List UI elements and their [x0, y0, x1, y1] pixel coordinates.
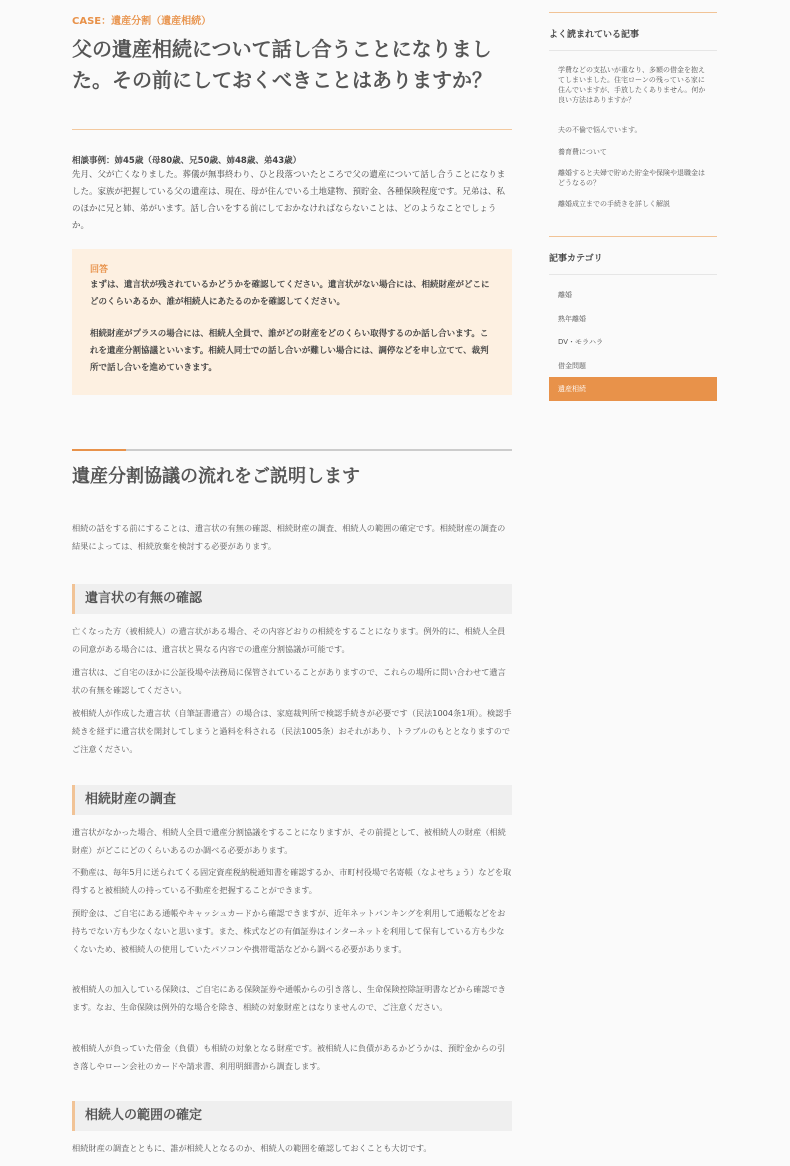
paragraph: 被相続人が負っていた借金（負債）も相続の対象となる財産です。被相続人に負債があるかどうかは、預貯金からの引き落しやローン会社のカードや請求書、利用明細書から調査します。 — [72, 1043, 506, 1071]
category-title: 記事カテゴリ — [549, 254, 603, 264]
answer-paragraph: まずは、遺言状が残されているかどうかを確認してください。遺言状がない場合には、相続財産がどこにどのくらいあるか、誰が相続人にあたるのかを確認してください。 — [90, 280, 490, 307]
case-category-label[interactable]: CASE：遺産分割（遺産相続） — [72, 16, 212, 27]
paragraph: 遺言状は、ご自宅のほかに公証役場や法務局に保管されていることがありますので、これらの場所に問い合わせて遺言状の有無を確認してください。 — [72, 667, 506, 695]
sidebar-divider — [549, 236, 717, 237]
question-label: 相談事例：姉45歳（母80歳、兄50歳、姉48歳、弟43歳） — [72, 156, 302, 166]
category-link-debt[interactable]: 借金問題 — [558, 362, 586, 370]
popular-article-link[interactable]: 養育費について — [558, 148, 607, 156]
subheading-will: 遺言状の有無の確認 — [72, 584, 512, 614]
title-divider — [72, 129, 512, 130]
paragraph: 遺言状がなかった場合、相続人全員で遺産分割協議をすることになりますが、その前提として、被相続人の財産（相続財産）がどこにどのくらいあるのか調べる必要があります。 — [72, 827, 506, 855]
category-link-dv[interactable]: DV・モラハラ — [558, 338, 604, 346]
popular-article-link[interactable]: 離婚すると夫婦で貯めた貯金や保険や退職金はどうなるの？ — [558, 169, 705, 187]
category-link-inheritance[interactable]: 遺産相続 — [549, 377, 717, 401]
category-link-divorce[interactable]: 離婚 — [558, 291, 572, 299]
popular-article-link[interactable]: 学費などの支払いが重なり、多額の借金を抱えてしまいました。住宅ローンの残っている家に住んでいますが、手放したくありません。何か良い方法はありますか？ — [558, 66, 706, 104]
paragraph: 被相続人が作成した遺言状（自筆証書遺言）の場合は、家庭裁判所で検認手続きが必要です（民法1004条1項）。検認手続きを経ずに遺言状を開封してしまうと過料を科される（民法1005条）おそれがあり、トラブルのもととなりますのでご注意ください。 — [72, 708, 512, 754]
answer-label: 回答 — [90, 265, 109, 275]
section-divider — [72, 449, 512, 451]
subheading-heirs: 相続人の範囲の確定 — [72, 1101, 512, 1131]
paragraph: 被相続人の加入している保険は、ご自宅にある保険証券や通帳からの引き落し、生命保険控除証明書などから確認できます。なお、生命保険は例外的な場合を除き、相続の対象財産とはなりませんので、ご注意ください。 — [72, 984, 506, 1012]
question-text: 先月、父が亡くなりました。葬儀が無事終わり、ひと段落ついたところで父の遺産について話し合うことになりました。家族が把握している父の遺産は、現在、母が住んでいる土地建物、預貯金、各種保険程度です。兄弟は、私のほかに兄と姉、弟がいます。話し合いをする前にしておかなければならないことは、どのようなことでしょうか。 — [72, 170, 506, 231]
paragraph: 預貯金は、ご自宅にある通帳やキャッシュカードから確認できますが、近年ネットバンキングを利用して通帳などをお持ちでない方も少なくないと思います。また、株式などの有価証券はインターネットを利用して保有している方も少なくないため、被相続人の使用していたパソコンや携帯電話などから調べる必要があります。 — [72, 908, 506, 954]
paragraph: 亡くなった方（被相続人）の遺言状がある場合、その内容どおりの相続をすることになります。例外的に、相続人全員の同意がある場合には、遺言状と異なる内容での遺産分割協議が可能です。 — [72, 626, 506, 654]
paragraph: 不動産は、毎年5月に送られてくる固定資産税納税通知書を確認するか、市町村役場で名寄帳（なよせちょう）などを取得すると被相続人の持っている不動産を把握することができます。 — [72, 867, 512, 895]
popular-article-link[interactable]: 夫の不倫で悩んでいます。 — [558, 126, 642, 134]
answer-box — [72, 249, 512, 395]
page-title: 父の遺産相続について話し合うことになりました。その前にしておくべきことはありますか？ — [72, 37, 492, 92]
category-link-late-divorce[interactable]: 熟年離婚 — [558, 315, 586, 323]
paragraph: 相続財産の調査とともに、誰が相続人となるのか、相続人の範囲を確認しておくことも大切です。 — [72, 1143, 432, 1153]
sidebar-divider — [549, 12, 717, 13]
section-title: 遺産分割協議の流れをご説明します — [72, 466, 360, 487]
intro-paragraph: 相続の話をする前にすることは、遺言状の有無の確認、相続財産の調査、相続人の範囲の確定です。相続財産の調査の結果によっては、相続放棄を検討する必要があります。 — [72, 523, 506, 551]
subheading-assets: 相続財産の調査 — [72, 785, 512, 815]
section-divider-accent — [72, 449, 126, 451]
popular-article-link[interactable]: 離婚成立までの手続きを詳しく解説 — [558, 200, 670, 208]
popular-articles-title: よく読まれている記事 — [549, 30, 640, 40]
sidebar-divider — [549, 50, 717, 51]
answer-paragraph: 相続財産がプラスの場合には、相続人全員で、誰がどの財産をどのくらい取得するのか話し合います。これを遺産分割協議といいます。相続人同士での話し合いが難しい場合には、調停などを申し立てて、裁判所で話し合いを進めていきます。 — [90, 329, 489, 373]
sidebar-divider — [549, 274, 717, 275]
